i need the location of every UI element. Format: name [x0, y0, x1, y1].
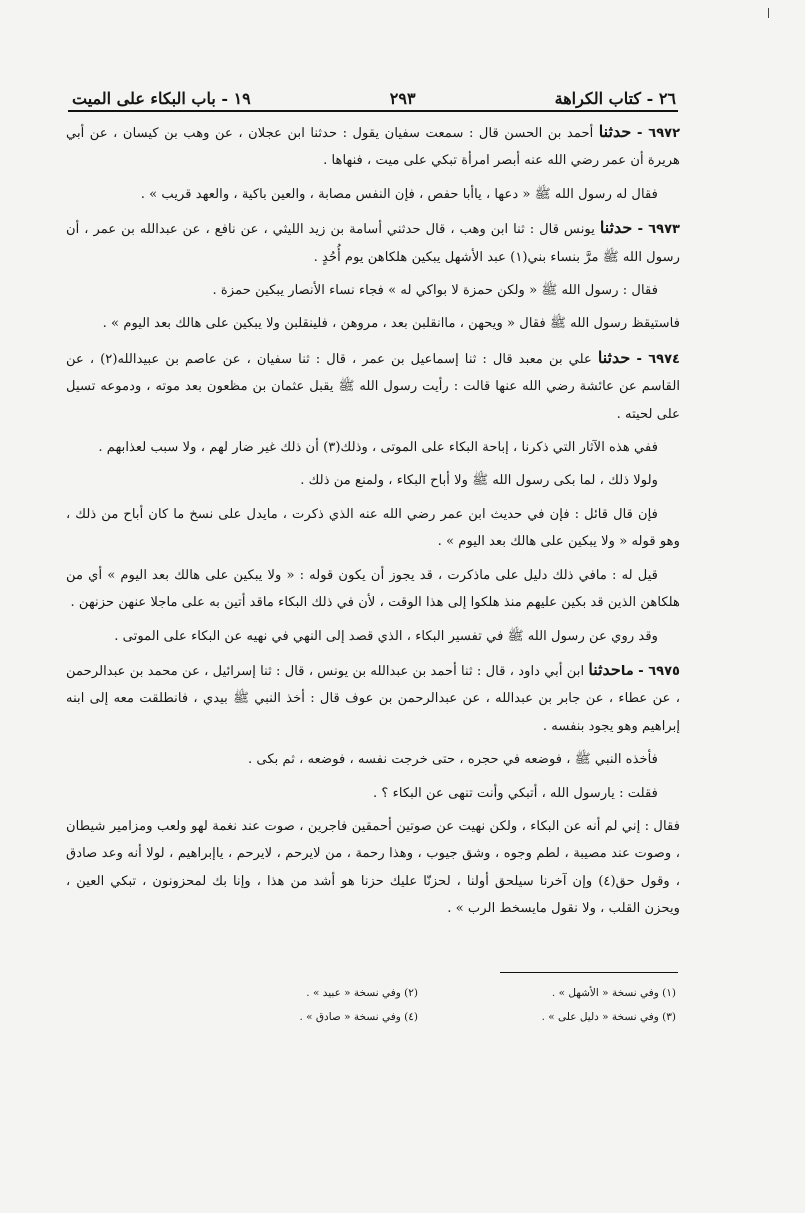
- paragraph: وقد روي عن رسول الله ﷺ في تفسير البكاء ، الذي قصد إلى النهي في نهيه عن البكاء على الموتى .: [114, 628, 658, 644]
- hadith-number: ٦٩٧٥ - ما: [620, 663, 680, 679]
- hadith-text: أحمد بن الحسن قال : سمعت سفيان يقول : حدثنا ابن عجلان ، عن وهب بن كيسان ، عن أبي هريرة أن عمر رضي الله عنه أبصر امرأة تبكي على ميت ، فنهاها .: [66, 126, 680, 169]
- footnotes: [220, 982, 676, 1028]
- hadith-text: علي بن معبد قال : ثنا إسماعيل بن عمر ، قال : ثنا سفيان ، عن عاصم بن عبيدالله(٢) ، عن القاسم عن عائشة رضي الله عنها قالت : رأيت رسول الله ﷺ يقبل عثمان بن مظعون بعد موته ، ودموعه تسيل على لحيته .: [66, 351, 680, 422]
- haddathana-word: حدثنا: [588, 659, 621, 679]
- paragraph: قيل له : مافي ذلك دليل على ماذكرت ، قد يجوز أن يكون قوله : « ولا يبكين على هالك بعد اليوم » أي من هلكاهن الذين قد بكين عليهم منذ هلكوا إلى هذا الوقت ، لأن في ذلك البكاء ماقد أتين به على ماجلا عنهن حزنهن .: [66, 567, 680, 611]
- margin-mark: [768, 8, 775, 18]
- footnote: (٢) وفي نسخة « عبيد » .: [306, 987, 418, 999]
- hadith-number: ٦٩٧٣ -: [632, 222, 680, 238]
- hadith-text: ابن أبي داود ، قال : ثنا أحمد بن عبدالله بن يونس ، قال : ثنا إسرائيل ، عن محمد بن عبدالرحمن ، عن عطاء ، عن جابر بن عبدالله ، عن عبدالرحمن بن عوف قال : أخذ النبي ﷺ بيدي ، فانطلقت معه إلى ابنه إبراهيم وهو يجود بنفسه .: [66, 663, 680, 734]
- haddathana-word: حدثنا: [599, 218, 633, 238]
- section-title: ١٩ - باب البكاء على الميت: [72, 89, 251, 108]
- hadith-number: ٦٩٧٢ -: [631, 126, 681, 141]
- footnote-divider: [500, 972, 678, 973]
- paragraph: فإن قال قائل : فإن في حديث ابن عمر رضي الله عنه الذي ذكرت ، مايدل على نسخ ما كان أباح من ذلك ، وهو قوله « ولا يبكين على هالك بعد اليوم » .: [66, 506, 680, 550]
- paragraph: فقال له رسول الله ﷺ « دعها ، ياأبا حفص ، فإن النفس مصابة ، والعين باكية ، والعهد قريب » .: [140, 186, 658, 202]
- main-text: [66, 118, 680, 929]
- paragraph: فقال : رسول الله ﷺ « ولكن حمزة لا بواكي له » فجاء نساء الأنصار يبكين حمزة .: [212, 283, 658, 299]
- footnote: (٣) وفي نسخة « دليل على » .: [541, 1011, 676, 1023]
- paragraph: فاستيقظ رسول الله ﷺ فقال « ويحهن ، ماانقلبن بعد ، مروهن ، فلينقلبن ولا يبكين على هالك بعد اليوم » .: [102, 316, 680, 332]
- hadith-6973: [66, 214, 680, 271]
- haddathana-word: حدثنا: [597, 347, 631, 367]
- page-number: ٢٩٣: [389, 89, 416, 108]
- hadith-number: ٦٩٧٤ -: [630, 351, 680, 367]
- paragraph: ففي هذه الآثار التي ذكرنا ، إباحة البكاء على الموتى ، وذلك(٣) أن ذلك غير ضار لهم ، ولا سبب لعذابهم .: [98, 440, 658, 456]
- haddathana-word: حدثنا: [598, 122, 632, 141]
- hadith-6975: [66, 656, 680, 740]
- footnote: (٤) وفي نسخة « صادق » .: [299, 1011, 418, 1023]
- header-divider: [68, 110, 678, 112]
- paragraph: ولولا ذلك ، لما بكى رسول الله ﷺ ولا أباح البكاء ، ولمنع من ذلك .: [300, 473, 658, 489]
- hadith-6974: [66, 344, 680, 428]
- paragraph: فقلت : يارسول الله ، أتبكي وأنت تنهى عن البكاء ؟ .: [373, 785, 658, 801]
- paragraph: فقال : إني لم أنه عن البكاء ، ولكن نهيت عن صوتين أحمقين فاجرين ، صوت عند نغمة لهو ولعب ومزامير شيطان ، وصوت عند مصيبة ، لطم وجوه ، وشق جيوب ، وهذا رحمة ، من لايرحم ، لايرحم ، ياإبراهيم ، لولا أنه وعد صادق ، وقول حق(٤) وإن آخرنا سيلحق أولنا ، لحزنّا عليك حزنا هو أشد من هذا ، وإنا بك لمحزونون ، تبكي العين ، ويحزن القلب ، ولا نقول مايسخط الرب » .: [66, 818, 680, 917]
- chapter-title: ٢٦ - كتاب الكراهة: [554, 89, 676, 108]
- page-header: [72, 78, 676, 108]
- hadith-6972: [66, 118, 680, 175]
- paragraph: فأخذه النبي ﷺ ، فوضعه في حجره ، حتى خرجت نفسه ، فوضعه ، ثم بكى .: [247, 752, 658, 768]
- footnote: (١) وفي نسخة « الأشهل » .: [551, 987, 676, 999]
- hadith-text: يونس قال : ثنا ابن وهب ، قال حدثني أسامة بن زيد الليثي ، عن نافع ، عن عبدالله بن عمر ، أن رسول الله ﷺ مرَّ بنساء بني(١) عبد الأشهل يبكين هلكاهن يوم أُحُدٍ .: [66, 222, 680, 265]
